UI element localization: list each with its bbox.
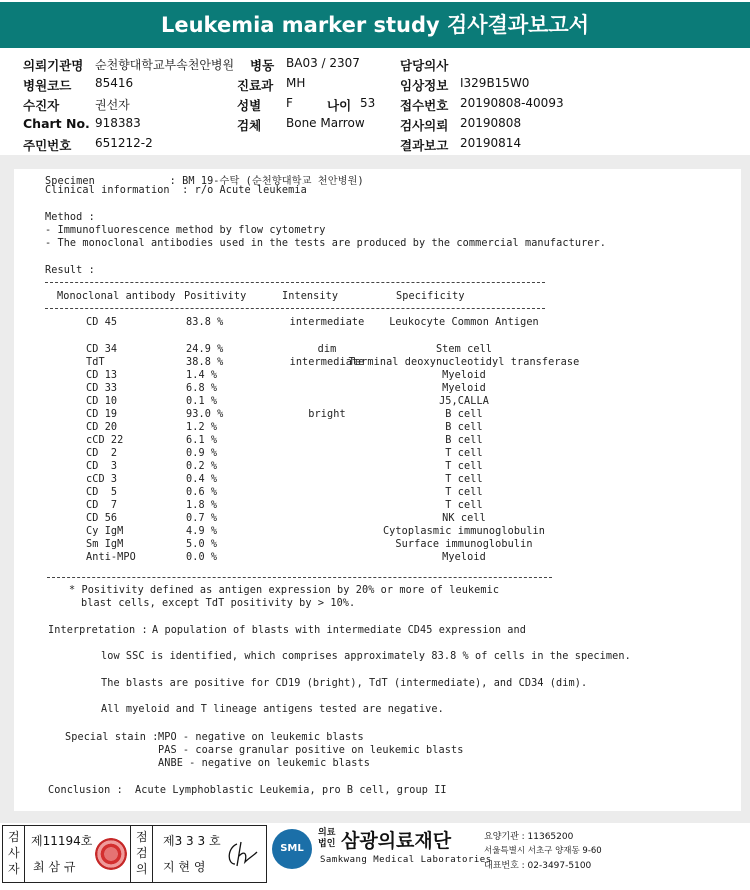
chart-value: 918383	[95, 116, 141, 130]
result-date-value: 20190814	[460, 136, 522, 150]
antibody-cell: CD 7	[86, 500, 118, 511]
clinical-label: 임상정보	[400, 78, 449, 93]
info-row-3	[0, 96, 750, 116]
antibody-cell: CD 45	[86, 317, 118, 328]
footnote-line-1: * Positivity defined as antigen expression by 20% or more of leukemic	[69, 585, 500, 596]
interpretation-line-1: A population of blasts with intermediate CD45 expression and	[152, 625, 527, 636]
reviewer-name: 지 현 영	[163, 860, 206, 874]
positivity-cell: 0.0 %	[186, 552, 218, 563]
left-margin	[0, 155, 14, 811]
antibody-cell: cCD 3	[86, 474, 118, 485]
code-value: 85416	[95, 76, 134, 90]
org-english: Samkwang Medical Laboratories	[320, 855, 492, 865]
examiner-seal-icon	[95, 838, 127, 870]
interpretation-line-4: All myeloid and T lineage antigens tested are negative.	[101, 704, 444, 715]
ward-value: BA03 / 2307	[286, 56, 360, 70]
specificity-cell: B cell	[445, 409, 483, 420]
signature-icon	[223, 840, 259, 870]
conclusion-label: Conclusion :	[48, 785, 123, 796]
method-line-2: - The monoclonal antibodies used in the tests are produced by the commercial manufacturer.	[45, 238, 607, 249]
positivity-cell: 0.6 %	[186, 487, 218, 498]
specificity-cell: Cytoplasmic immunoglobulin	[382, 526, 546, 537]
doctor-label: 담당의사	[400, 58, 449, 73]
age-value: 53	[360, 96, 376, 110]
rrn-label: 주민번호	[23, 138, 72, 153]
antibody-cell: Anti-MPO	[86, 552, 136, 563]
antibody-cell: CD 20	[86, 422, 118, 433]
specimen-label: 검체	[237, 118, 262, 133]
info-row-5	[0, 136, 750, 156]
result-date-label: 결과보고	[400, 138, 449, 153]
positivity-cell: 4.9 %	[186, 526, 218, 537]
examiner-label: 검사자	[8, 830, 20, 876]
info-row-1	[0, 56, 750, 76]
sml-logo-icon: SML	[272, 829, 312, 869]
positivity-cell: 0.1 %	[186, 396, 218, 407]
reviewer-cell	[153, 826, 266, 882]
intensity-cell: intermediate	[289, 357, 365, 368]
col-positivity: Positivity	[184, 291, 247, 302]
report-body	[14, 169, 741, 811]
interpretation-label: Interpretation :	[48, 625, 148, 636]
receipt-value: 20190808-40093	[460, 96, 564, 110]
specificity-cell: Myeloid	[442, 383, 486, 394]
footnote-line-2: blast cells, except TdT positivity by > 10%.	[81, 598, 356, 609]
receipt-label: 접수번호	[400, 98, 449, 113]
dept-value: MH	[286, 76, 306, 90]
specificity-cell: Terminal deoxynucleotidyl transferase	[348, 357, 580, 368]
examiner-name: 최 삼 규	[33, 860, 76, 874]
positivity-cell: 93.0 %	[186, 409, 224, 420]
table-top-rule	[45, 282, 545, 283]
intensity-cell: bright	[308, 409, 346, 420]
col-specificity: Specificity	[396, 291, 465, 302]
agency-code: 요양기관 : 11365200	[484, 832, 574, 842]
info-row-4	[0, 116, 750, 136]
chart-label: Chart No.	[23, 116, 90, 131]
positivity-cell: 24.9 %	[186, 344, 224, 355]
specificity-cell: T cell	[445, 487, 483, 498]
org-name: 삼광의료재단	[341, 830, 452, 852]
patient-label: 수진자	[23, 98, 60, 113]
patient-info	[0, 52, 750, 155]
org-prefix: 의료법인	[318, 828, 336, 849]
sex-value: F	[286, 96, 293, 110]
reviewer-label-cell	[131, 826, 153, 882]
antibody-cell: Cy IgM	[86, 526, 124, 537]
specificity-cell: Surface immunoglobulin	[395, 539, 533, 550]
antibody-cell: CD 13	[86, 370, 118, 381]
positivity-cell: 0.2 %	[186, 461, 218, 472]
request-label: 검사의뢰	[400, 118, 449, 133]
stain-line-1: MPO - negative on leukemic blasts	[158, 732, 364, 743]
signature-box	[2, 825, 267, 883]
age-label: 나이	[327, 98, 352, 113]
specificity-cell: J5,CALLA	[439, 396, 489, 407]
specificity-cell: Stem cell	[435, 344, 493, 355]
positivity-cell: 1.8 %	[186, 500, 218, 511]
col-intensity: Intensity	[282, 291, 339, 302]
dept-label: 진료과	[237, 78, 274, 93]
intensity-cell: dim	[317, 344, 337, 355]
method-header: Method :	[45, 212, 95, 223]
positivity-cell: 0.4 %	[186, 474, 218, 485]
hospital-label: 의뢰기관명	[23, 58, 84, 73]
antibody-cell: Sm IgM	[86, 539, 124, 550]
antibody-cell: CD 34	[86, 344, 118, 355]
divider-band	[0, 155, 750, 169]
result-header: Result :	[45, 265, 95, 276]
positivity-cell: 5.0 %	[186, 539, 218, 550]
specificity-cell: B cell	[445, 422, 483, 433]
interpretation-line-2: low SSC is identified, which comprises approximately 83.8 % of cells in the specimen.	[101, 651, 631, 662]
org-address: 서울특별시 서초구 양재동 9-60	[484, 846, 602, 856]
stain-line-2: PAS - coarse granular positive on leukemic blasts	[158, 745, 464, 756]
positivity-cell: 6.1 %	[186, 435, 218, 446]
specificity-cell: B cell	[445, 435, 483, 446]
right-margin	[741, 155, 750, 811]
antibody-cell: CD 10	[86, 396, 118, 407]
antibody-cell: CD 2	[86, 448, 118, 459]
special-stain-label: Special stain :	[65, 732, 159, 743]
antibody-cell: CD 3	[86, 461, 118, 472]
specificity-cell: T cell	[445, 448, 483, 459]
antibody-cell: TdT	[86, 357, 105, 368]
col-antibody: Monoclonal antibody	[57, 291, 176, 302]
specificity-cell: Myeloid	[442, 370, 486, 381]
reviewer-label: 점검의	[136, 830, 148, 876]
antibody-cell: CD 19	[86, 409, 118, 420]
specificity-cell: Myeloid	[442, 552, 486, 563]
positivity-cell: 38.8 %	[186, 357, 224, 368]
antibody-cell: cCD 22	[86, 435, 124, 446]
hospital-value: 순천향대학교부속천안병원	[95, 58, 235, 72]
intensity-cell: intermediate	[289, 317, 365, 328]
org-phone: 대표번호 : 02-3497-5100	[484, 861, 592, 871]
ward-label: 병동	[250, 58, 275, 73]
report-footer	[0, 823, 750, 890]
specificity-cell: T cell	[445, 474, 483, 485]
antibody-cell: CD 56	[86, 513, 118, 524]
specimen-value: Bone Marrow	[286, 116, 365, 130]
positivity-cell: 0.9 %	[186, 448, 218, 459]
clinical-line: Clinical information : r/o Acute leukemia	[45, 185, 307, 196]
request-value: 20190808	[460, 116, 522, 130]
clinical-value: I329B15W0	[460, 76, 530, 90]
positivity-cell: 83.8 %	[186, 317, 224, 328]
patient-value: 권선자	[95, 98, 130, 112]
interpretation-line-3: The blasts are positive for CD19 (bright), TdT (intermediate), and CD34 (dim).	[101, 678, 588, 689]
antibody-cell: CD 5	[86, 487, 118, 498]
positivity-cell: 6.8 %	[186, 383, 218, 394]
examiner-label-cell	[3, 826, 25, 882]
specificity-cell: NK cell	[442, 513, 486, 524]
specimen-line: Specimen : BM 19-수탁 (순천향대학교 천안병원)	[45, 176, 364, 187]
antibody-cell: CD 33	[86, 383, 118, 394]
report-title: Leukemia marker study 검사결과보고서	[0, 2, 750, 48]
examiner-cell	[25, 826, 131, 882]
method-line-1: - Immunofluorescence method by flow cytometry	[45, 225, 326, 236]
sex-label: 성별	[237, 98, 262, 113]
specificity-cell: T cell	[445, 500, 483, 511]
rrn-value: 651212-2	[95, 136, 153, 150]
positivity-cell: 1.2 %	[186, 422, 218, 433]
examiner-number: 제11194호	[31, 834, 93, 848]
table-header-rule	[45, 308, 545, 309]
info-row-2	[0, 76, 750, 96]
conclusion-value: Acute Lymphoblastic Leukemia, pro B cell, group II	[135, 785, 447, 796]
table-bottom-rule	[47, 577, 552, 578]
bottom-band	[0, 811, 750, 823]
specificity-cell: Leukocyte Common Antigen	[389, 317, 539, 328]
reviewer-number: 제3 3 3 호	[163, 834, 221, 848]
positivity-cell: 1.4 %	[186, 370, 218, 381]
code-label: 병원코드	[23, 78, 72, 93]
specificity-cell: T cell	[445, 461, 483, 472]
stain-line-3: ANBE - negative on leukemic blasts	[158, 758, 370, 769]
positivity-cell: 0.7 %	[186, 513, 218, 524]
